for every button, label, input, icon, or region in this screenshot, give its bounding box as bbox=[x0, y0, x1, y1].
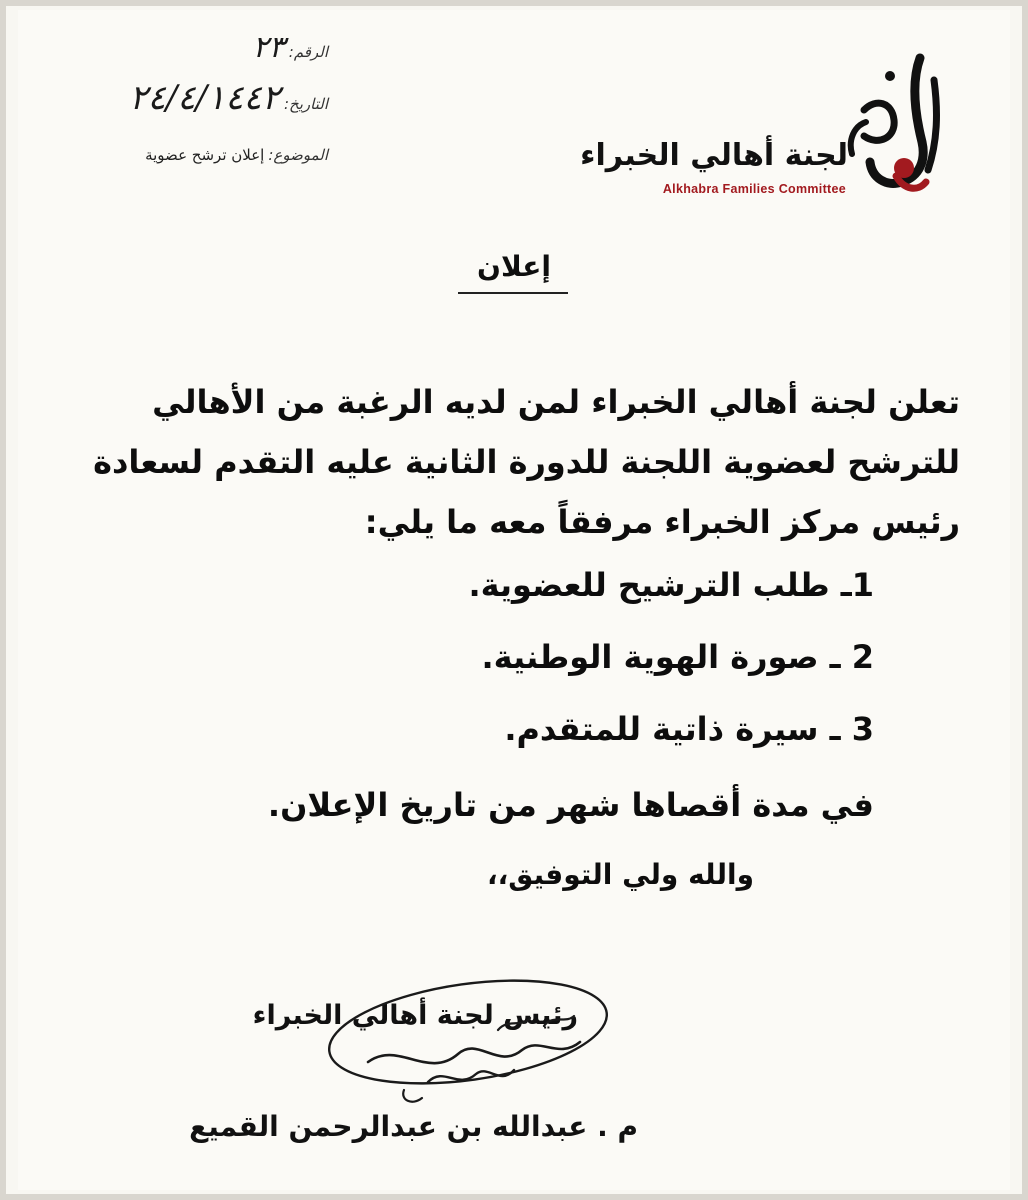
announcement-title: إعلان bbox=[477, 250, 551, 283]
deadline-text: في مدة أقصاها شهر من تاريخ الإعلان. bbox=[267, 786, 874, 824]
document-date bbox=[58, 78, 328, 118]
announcement-paragraph: تعلن لجنة أهالي الخبراء لمن لديه الرغبة من الأهالي للترشح لعضوية اللجنة للدورة الثانية عليه التقدم لسعادة رئيس مركز الخبراء مرفقاً معه ما يلي: bbox=[93, 383, 960, 541]
document-date-value: ٢٤/٤/١٤٤٢ bbox=[129, 78, 280, 118]
requirement-item: 3 ـ سيرة ذاتية للمتقدم. bbox=[504, 710, 874, 748]
requirement-item: 1ـ طلب الترشيح للعضوية. bbox=[468, 566, 874, 604]
logo-name-arabic: لجنة أهالي الخبراء bbox=[580, 138, 848, 173]
closing-text: والله ولي التوفيق،، bbox=[486, 858, 754, 891]
logo-name-english: Alkhabra Families Committee bbox=[662, 182, 846, 196]
document-page bbox=[18, 10, 1010, 1190]
reference-number-label: الرقم: bbox=[288, 43, 328, 61]
reference-number-value: ٢٣ bbox=[252, 30, 285, 65]
document-subject bbox=[58, 146, 328, 165]
document-date-label: التاريخ: bbox=[284, 95, 328, 113]
signatory-title: رئيس لجنة أهالي الخبراء bbox=[252, 1000, 578, 1031]
announcement-body bbox=[60, 372, 960, 552]
title-underline bbox=[458, 292, 568, 294]
requirement-item: 2 ـ صورة الهوية الوطنية. bbox=[481, 638, 874, 676]
logo-mark-icon bbox=[842, 50, 952, 200]
document-subject-label: الموضوع: bbox=[268, 146, 328, 164]
committee-logo bbox=[580, 50, 952, 210]
signatory-name: م . عبدالله بن عبدالرحمن القميع bbox=[189, 1110, 638, 1143]
handwritten-signature bbox=[308, 970, 618, 1110]
reference-number bbox=[58, 30, 328, 65]
document-subject-value: إعلان ترشح عضوية bbox=[145, 146, 265, 164]
